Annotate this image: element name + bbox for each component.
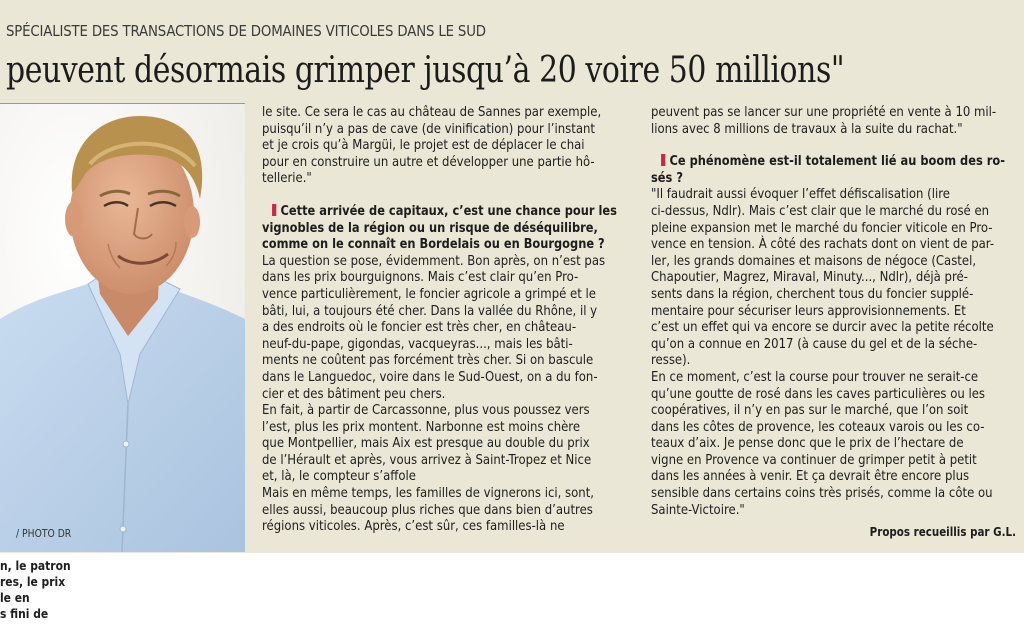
photo-credit: / PHOTO DR: [16, 528, 72, 540]
text-line: dans les côtes de provence, les coteaux varois ou les co-: [651, 418, 985, 435]
caption-line: n, le patron: [0, 558, 71, 573]
question-line: Ce phénomène est-il totalement lié au boom des ro-: [669, 153, 1005, 170]
photo-caption: [0, 558, 80, 622]
question-marker-icon: [661, 154, 665, 166]
caption-line: le en: [0, 590, 30, 605]
text-line: teaux d’aix. Je pense donc que le prix de l’hectare de: [651, 435, 964, 452]
signature: [651, 524, 1016, 541]
text-line: vigne en Provence va continuer de grimper petit à petit: [651, 451, 977, 468]
paragraph: [651, 104, 1016, 137]
text-line: sensible dans certains coins très prisés, comme la côte ou: [651, 485, 993, 502]
text-line: de l’Hérault et après, vous arrivez à Saint-Tropez et Nice: [262, 451, 592, 468]
text-line: tellerie.": [262, 170, 312, 187]
text-line: ci-dessus, Ndlr). Mais c’est clair que le marché du rosé en: [651, 202, 990, 219]
text-line: régions viticoles. Après, c’est sûr, ces familles-là ne: [262, 518, 565, 535]
text-line: dans les prix bourguignons. Mais c’est clair qu’en Pro-: [262, 269, 579, 286]
answer-paragraph: [651, 186, 1016, 518]
text-line: bâti, lui, a toujours été cher. Dans la vallée du Rhône, il y: [262, 302, 598, 319]
text-line: Mais en même temps, les familles de vignerons ici, sont,: [262, 485, 595, 502]
text-line: coopératives, il n’y en pas sur le marché, que l’on soit: [651, 402, 969, 419]
text-line: qu’une goutte de rosé dans les caves particulières ou les: [651, 385, 986, 402]
text-line: cier et des bâtiment peu chers.: [262, 385, 446, 402]
article-column-2: [651, 104, 1016, 541]
text-line: resse).: [651, 352, 691, 369]
text-line: puisqu’il n’y a pas de cave (de vinification) pour l’instant: [262, 120, 596, 137]
kicker: SPÉCIALISTE DES TRANSACTIONS DE DOMAINES VITICOLES DANS LE SUD: [6, 22, 486, 40]
question-line: sés ?: [651, 169, 683, 186]
text-line: le site. Ce sera le cas au château de Sannes par exemple,: [262, 104, 602, 120]
answer-paragraph: [262, 253, 642, 535]
text-line: l’est, plus les prix montent. Narbonne est moins chère: [262, 418, 581, 435]
question-marker-icon: [272, 204, 276, 216]
text-line: et, là, le compteur s’affole: [262, 468, 416, 485]
paragraph: [262, 104, 642, 187]
portrait-illustration: [0, 104, 245, 552]
text-line: En ce moment, c’est la course pour trouver ne serait-ce: [651, 368, 979, 385]
text-line: que Montpellier, mais Aix est presque au double du prix: [262, 435, 590, 452]
text-line: vence en tension. À côté des rachats dont on vient de par-: [651, 236, 995, 253]
text-line: pleine expansion met le marché du foncier viticole en Pro-: [651, 219, 993, 236]
text-line: lions avec 8 millions de travaux à la suite du rachat.": [651, 120, 963, 137]
text-line: Sainte-Victoire.": [651, 501, 745, 518]
text-line: La question se pose, évidemment. Bon après, on n’est pas: [262, 252, 606, 269]
text-line: vence particulièrement, le foncier agricole a grimpé et le: [262, 285, 596, 302]
interview-question: [651, 153, 1016, 186]
headline: peuvent désormais grimper jusqu’à 20 voire 50 millions": [6, 50, 845, 91]
question-line: comme on le connaît en Bordelais ou en Bourgogne ?: [262, 236, 605, 253]
text-line: neuf-du-pape, gigondas, vacqueyras..., mais les bâti-: [262, 335, 573, 352]
article-column-1: [262, 104, 642, 535]
text-line: pour en construire un autre et développer une partie hô-: [262, 153, 595, 170]
signature-text: Propos recueillis par G.L.: [869, 525, 1016, 540]
text-line: ler, les grands domaines et maisons de négoce (Castel,: [651, 252, 977, 269]
text-line: et je crois qu’à Margüi, le projet est de déplacer le chai: [262, 137, 585, 154]
question-line: vignobles de la région ou un risque de déséquilibre,: [262, 219, 598, 236]
text-line: peuvent pas se lancer sur une propriété en vente à 10 mil-: [651, 104, 997, 120]
text-line: elles aussi, beaucoup plus riches que dans bien d’autres: [262, 501, 593, 518]
text-line: dans le Languedoc, voire dans le Sud-Ouest, on a du fon-: [262, 368, 598, 385]
text-line: qu’on a connue en 2017 (à cause du gel et de la séche-: [651, 335, 978, 352]
interview-question: [262, 203, 642, 253]
text-line: a des endroits où le foncier est très cher, en château-: [262, 319, 577, 336]
question-line: Cette arrivée de capitaux, c’est une chance pour les: [280, 202, 617, 219]
text-line: mentaire pour sécuriser leurs approvisionnements. Et: [651, 302, 966, 319]
text-line: sents dans la région, cherchent tous du foncier supplé-: [651, 285, 974, 302]
text-line: dans les années à venir. Et ça devrait être encore plus: [651, 468, 970, 485]
caption-line: s fini de: [0, 606, 49, 621]
text-line: Chapoutier, Magrez, Miraval, Minuty..., Ndlr), déjà pré-: [651, 269, 968, 286]
portrait-photo: [0, 103, 245, 621]
text-line: "Il faudrait aussi évoquer l’effet défiscalisation (lire: [651, 186, 950, 203]
caption-line: res, le prix: [0, 574, 66, 589]
text-line: c’est un effet qui va encore se durcir avec la petite récolte: [651, 319, 994, 336]
text-line: En fait, à partir de Carcassonne, plus vous poussez vers: [262, 402, 590, 419]
text-line: ments ne coûtent pas forcément très cher. Si on bascule: [262, 352, 594, 369]
